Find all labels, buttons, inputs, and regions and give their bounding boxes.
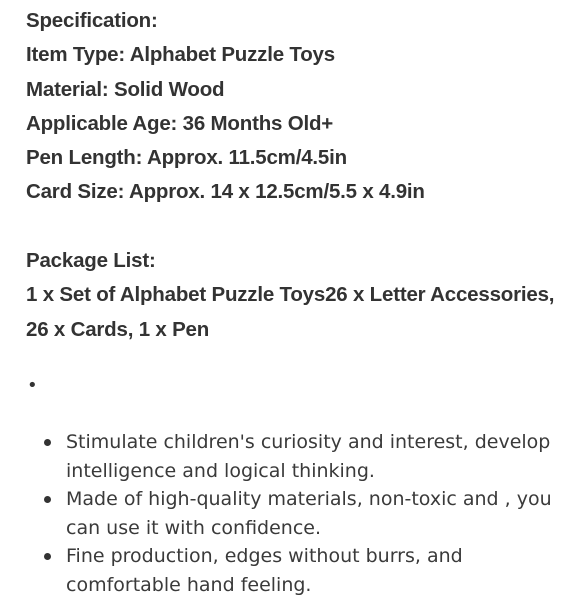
feature-item — [44, 542, 580, 599]
item-type-line: Item Type: Alphabet Puzzle Toys — [26, 43, 335, 67]
empty-bullet: • — [27, 375, 38, 396]
feature-item — [44, 485, 580, 542]
bullet-icon — [44, 496, 51, 503]
package-list-line-1: 1 x Set of Alphabet Puzzle Toys26 x Letter Accessories, — [26, 283, 555, 307]
package-list-line-2: 26 x Cards, 1 x Pen — [26, 317, 210, 341]
feature-text: Stimulate children's curiosity and interest, develop intelligence and logical thinking. — [66, 431, 551, 482]
material-line: Material: Solid Wood — [26, 77, 225, 101]
feature-item — [44, 428, 580, 485]
pen-length-line: Pen Length: Approx. 11.5cm/4.5in — [26, 146, 347, 170]
specification-heading: Specification: — [26, 9, 158, 32]
section-spacer — [26, 210, 554, 244]
product-description — [26, 4, 554, 347]
feature-text: Fine production, edges without burrs, and comfortable hand feeling. — [66, 545, 463, 596]
card-size-line: Card Size: Approx. 14 x 12.5cm/5.5 x 4.9in — [26, 180, 425, 204]
feature-list — [44, 428, 580, 599]
bullet-icon — [44, 553, 51, 560]
applicable-age-line: Applicable Age: 36 Months Old+ — [26, 111, 334, 135]
feature-text: Made of high-quality materials, non-toxic and , you can use it with confidence. — [66, 488, 552, 539]
bullet-icon — [44, 439, 51, 446]
package-list-heading: Package List: — [26, 249, 156, 273]
